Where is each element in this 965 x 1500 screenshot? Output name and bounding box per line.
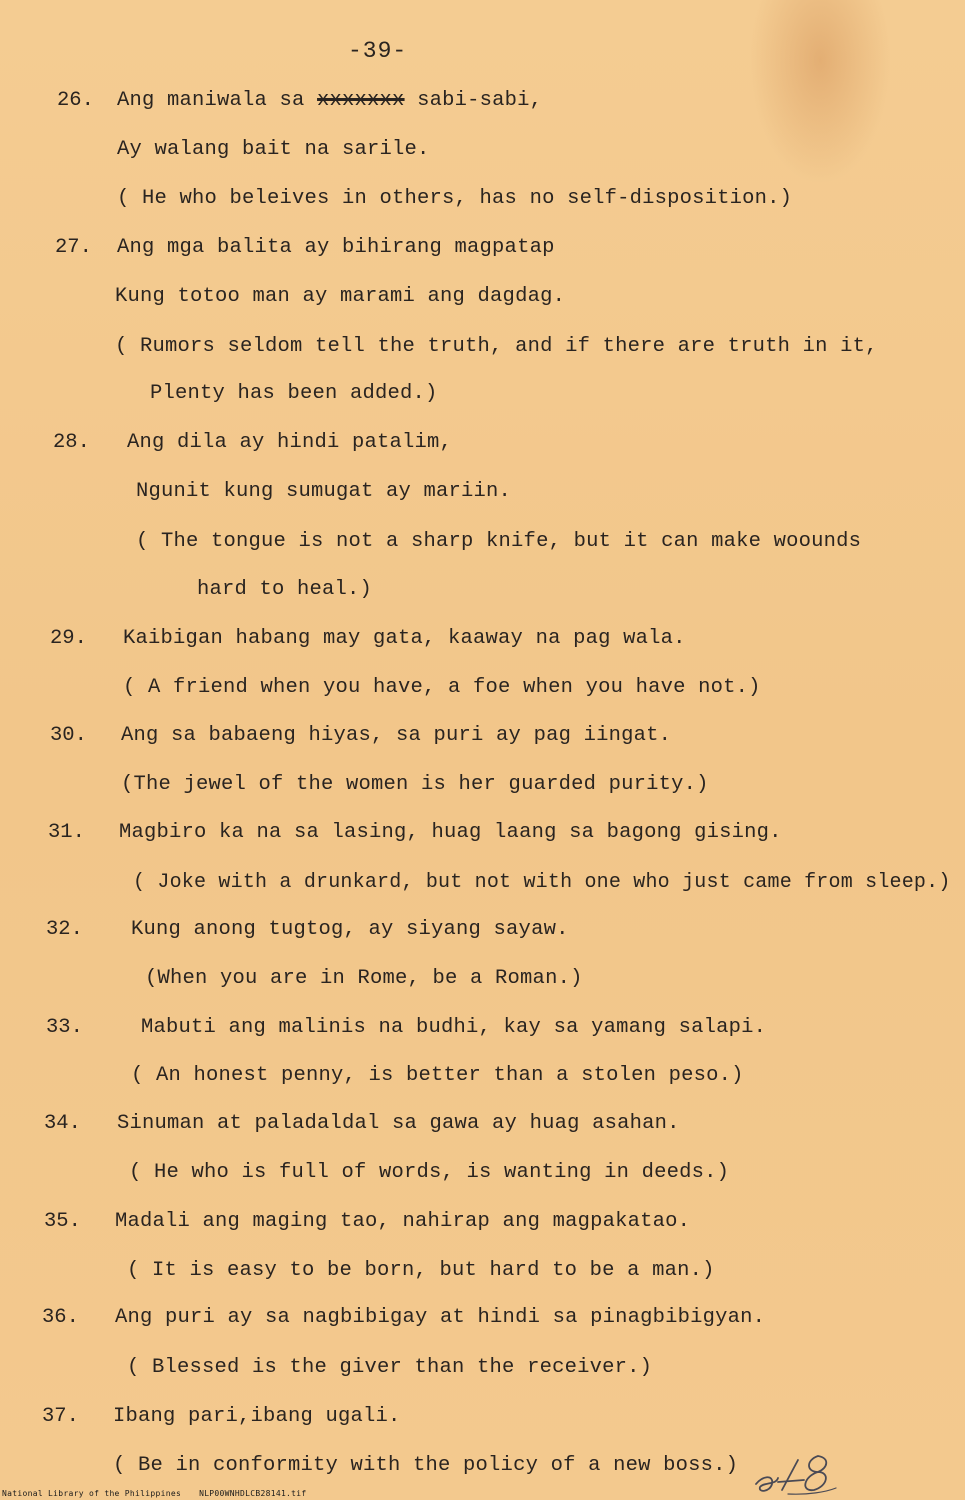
proverb-30-line-1: Ang sa babaeng hiyas, sa puri ay pag iingat. bbox=[121, 724, 672, 747]
proverb-28-line-2: Ngunit kung sumugat ay mariin. bbox=[136, 480, 512, 503]
proverb-number-28: 28. bbox=[53, 431, 90, 454]
proverb-26-translation: ( He who beleives in others, has no self-disposition.) bbox=[117, 187, 793, 210]
proverb-31-translation: ( Joke with a drunkard, but not with one who just came from sleep.) bbox=[133, 871, 951, 894]
struck-out-word: xxxxxxx bbox=[317, 89, 405, 112]
proverb-26-line-1 bbox=[117, 89, 542, 112]
proverb-26-line-2: Ay walang bait na sarile. bbox=[117, 138, 430, 161]
proverb-34-line-1: Sinuman at paladaldal sa gawa ay huag asahan. bbox=[117, 1112, 680, 1135]
proverb-number-37: 37. bbox=[42, 1405, 79, 1428]
proverb-number-33: 33. bbox=[46, 1016, 83, 1039]
proverb-29-translation: ( A friend when you have, a foe when you have not.) bbox=[123, 676, 761, 699]
proverb-27-line-2: Kung totoo man ay marami ang dagdag. bbox=[115, 285, 566, 308]
proverb-27-translation: ( Rumors seldom tell the truth, and if there are truth in it, bbox=[115, 335, 878, 358]
proverb-32-line-1: Kung anong tugtog, ay siyang sayaw. bbox=[131, 918, 569, 941]
proverb-26-line-1-end: sabi-sabi, bbox=[404, 89, 543, 112]
proverb-number-31: 31. bbox=[48, 821, 85, 844]
proverb-30-translation: (The jewel of the women is her guarded purity.) bbox=[121, 773, 709, 796]
proverb-33-translation: ( An honest penny, is better than a stolen peso.) bbox=[131, 1064, 744, 1087]
proverb-26-line-1-start: Ang maniwala sa bbox=[117, 89, 318, 112]
proverb-36-translation: ( Blessed is the giver than the receiver.) bbox=[127, 1356, 653, 1379]
proverb-34-translation: ( He who is full of words, is wanting in deeds.) bbox=[129, 1161, 730, 1184]
proverb-number-34: 34. bbox=[44, 1112, 81, 1135]
proverb-28-line-1: Ang dila ay hindi patalim, bbox=[127, 431, 453, 454]
proverb-number-27: 27. bbox=[55, 236, 92, 259]
proverb-37-translation: ( Be in conformity with the policy of a new boss.) bbox=[113, 1454, 739, 1477]
handwritten-page-note bbox=[748, 1438, 838, 1496]
proverb-35-translation: ( It is easy to be born, but hard to be a man.) bbox=[127, 1259, 715, 1282]
proverb-36-line-1: Ang puri ay sa nagbibigay at hindi sa pinagbibigyan. bbox=[115, 1306, 766, 1329]
proverb-27-translation-cont: Plenty has been added.) bbox=[150, 382, 438, 405]
footer-caption bbox=[2, 1489, 325, 1498]
proverb-35-line-1: Madali ang maging tao, nahirap ang magpakatao. bbox=[115, 1210, 691, 1233]
footer-file-id: NLP00WNHDLCB28141.tif bbox=[199, 1489, 307, 1498]
proverb-number-30: 30. bbox=[50, 724, 87, 747]
proverb-28-translation: ( The tongue is not a sharp knife, but it can make woounds bbox=[136, 530, 862, 553]
proverb-number-35: 35. bbox=[44, 1210, 81, 1233]
proverb-29-line-1: Kaibigan habang may gata, kaaway na pag wala. bbox=[123, 627, 686, 650]
proverb-31-line-1: Magbiro ka na sa lasing, huag laang sa bagong gising. bbox=[119, 821, 782, 844]
proverb-28-translation-cont: hard to heal.) bbox=[197, 578, 373, 601]
proverb-number-29: 29. bbox=[50, 627, 87, 650]
page-number: -39- bbox=[348, 38, 408, 64]
proverb-27-line-1: Ang mga balita ay bihirang magpatap bbox=[117, 236, 555, 259]
proverb-33-line-1: Mabuti ang malinis na budhi, kay sa yamang salapi. bbox=[141, 1016, 767, 1039]
proverb-number-26: 26. bbox=[57, 89, 94, 112]
proverb-number-32: 32. bbox=[46, 918, 83, 941]
proverb-32-translation: (When you are in Rome, be a Roman.) bbox=[145, 967, 583, 990]
proverb-number-36: 36. bbox=[42, 1306, 79, 1329]
proverb-37-line-1: Ibang pari,ibang ugali. bbox=[113, 1405, 401, 1428]
footer-library: National Library of the Philippines bbox=[2, 1489, 182, 1498]
